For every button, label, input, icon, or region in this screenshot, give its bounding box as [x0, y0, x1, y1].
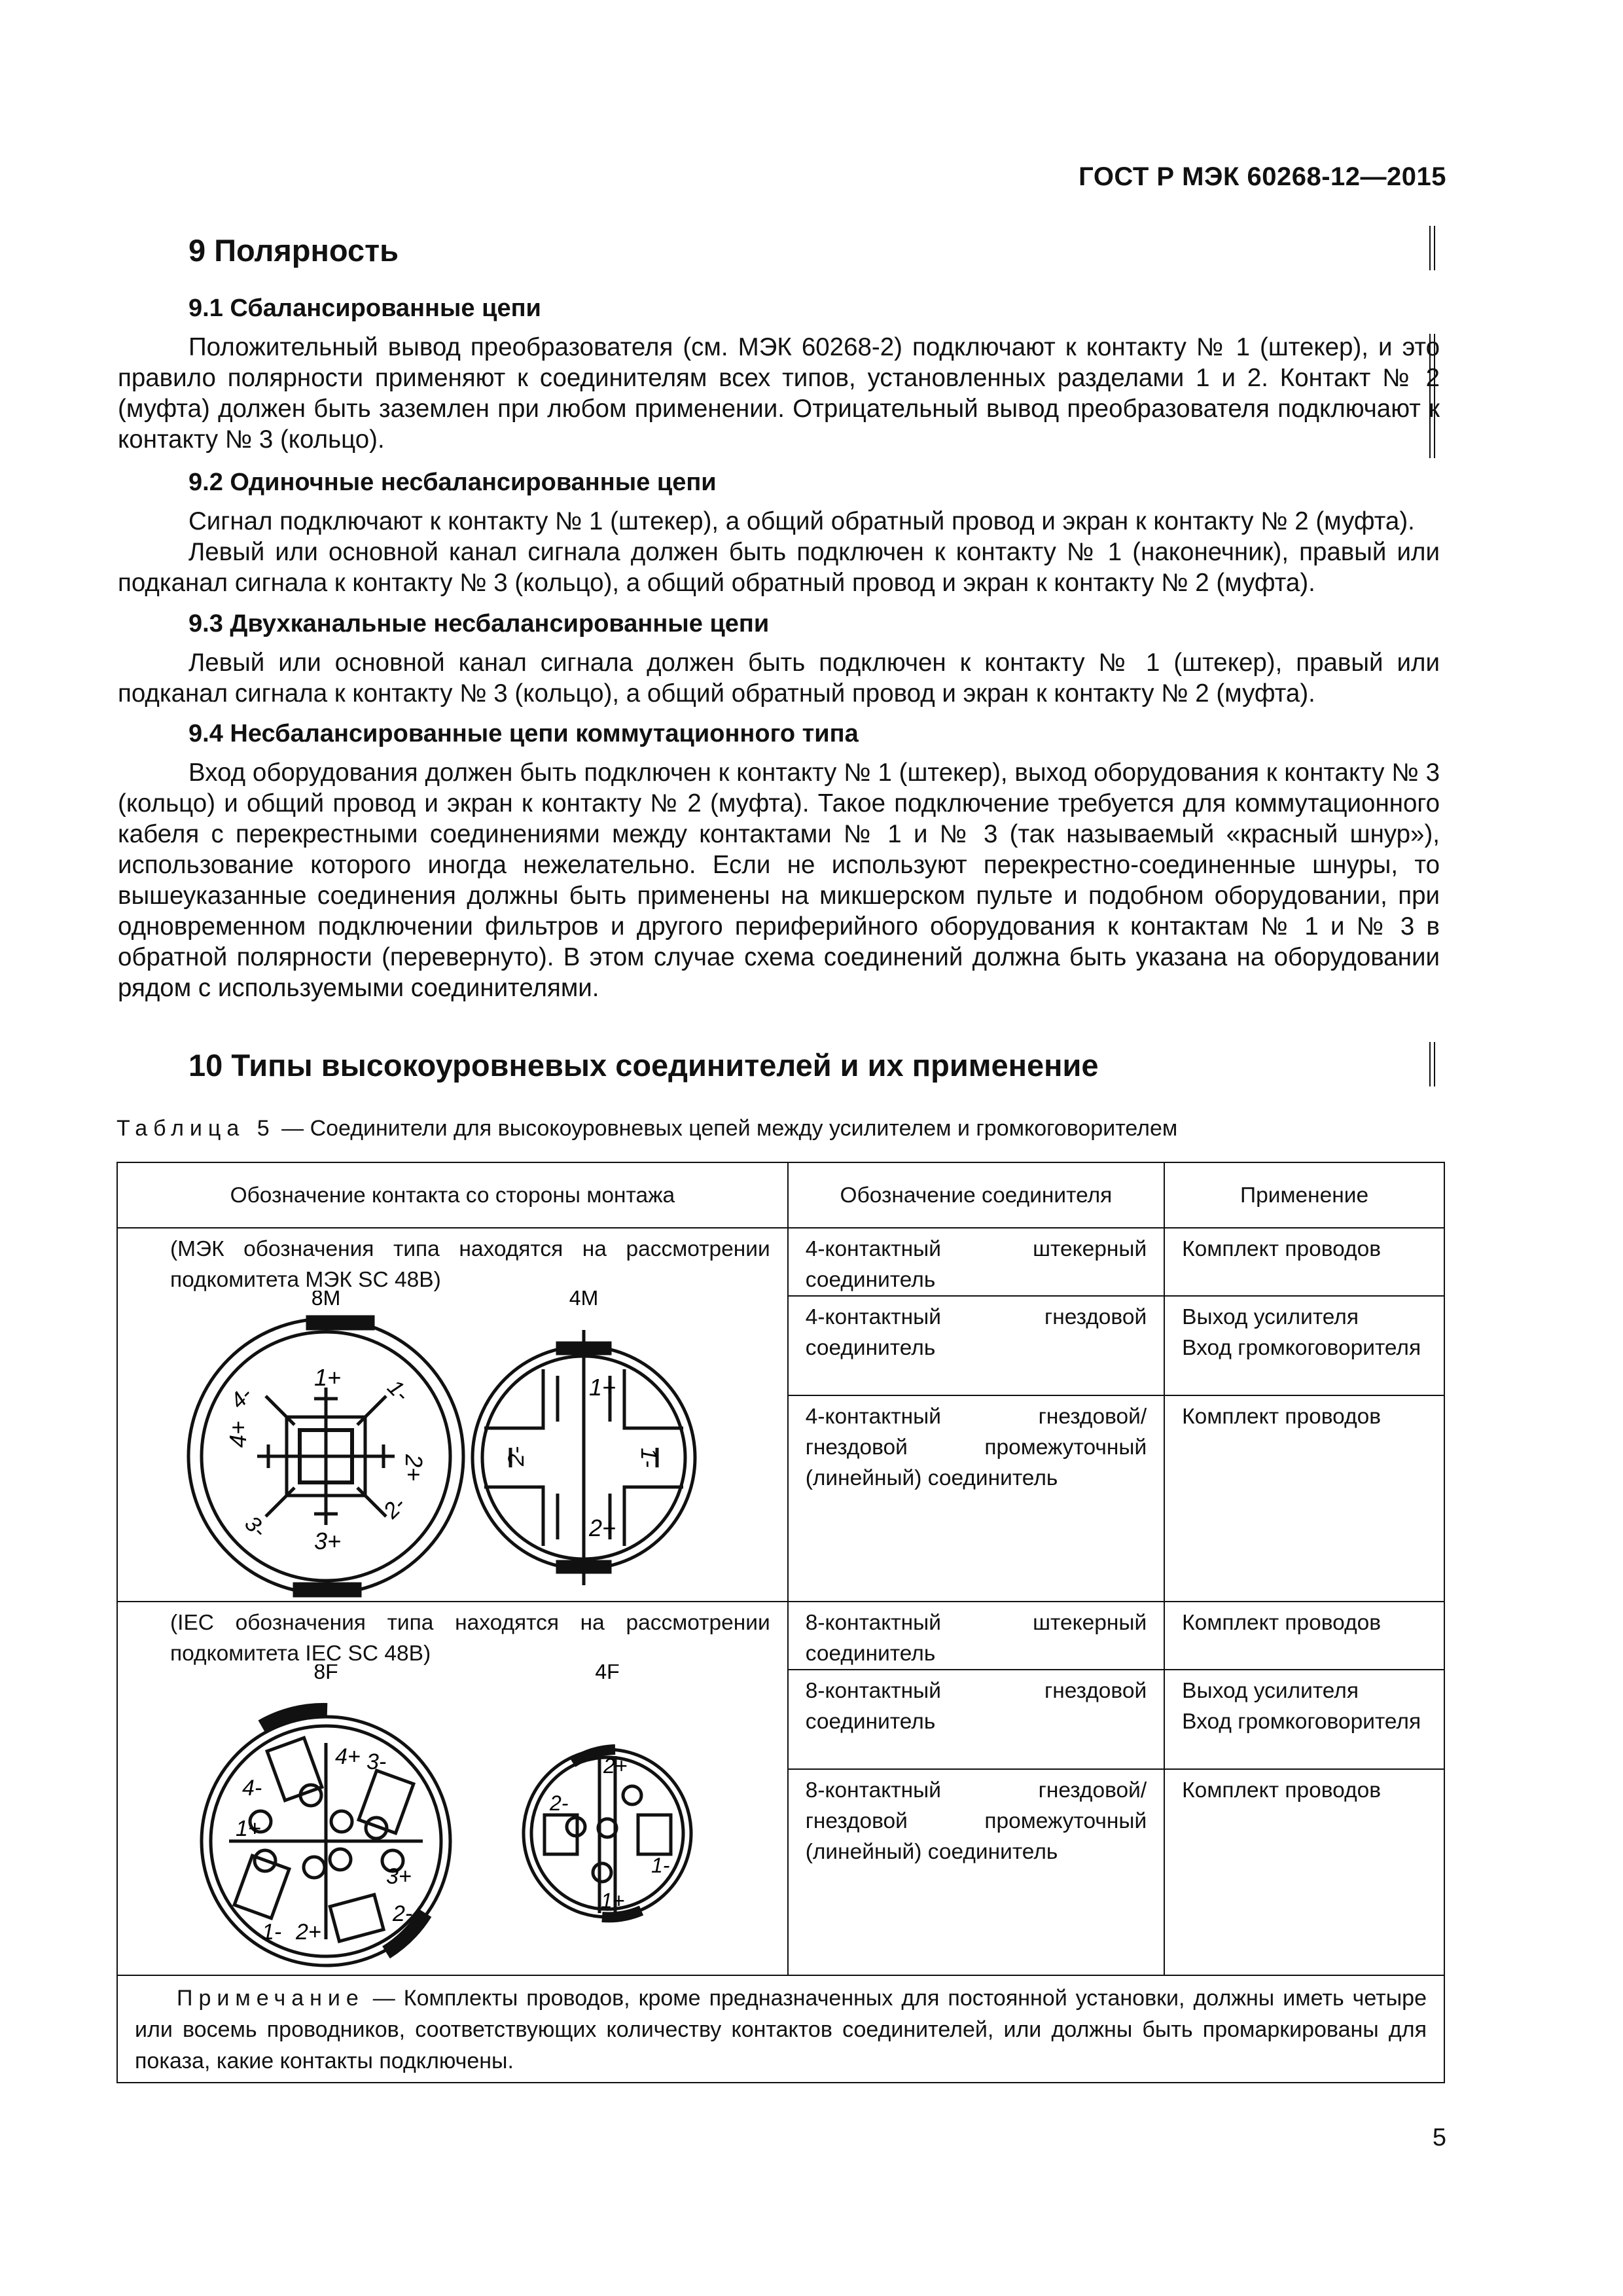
column-header: Обозначение контакта со стороны монтажа: [117, 1162, 788, 1228]
section-9-3-title: 9.3 Двухканальные несбалансированные цепи: [188, 610, 770, 637]
svg-text:3+: 3+: [386, 1864, 412, 1889]
table-header-row: [117, 1162, 1444, 1228]
group-note: (МЭК обозначения типа находятся на рассмотрении подкомитета МЭК SC 48B): [170, 1237, 770, 1292]
section-10-title: 10 Типы высокоуровневых соединителей и их применение: [188, 1048, 1099, 1083]
svg-text:3-: 3-: [366, 1749, 387, 1774]
svg-text:2-: 2-: [393, 1901, 413, 1926]
svg-text:4-: 4-: [242, 1776, 262, 1801]
application-cell: Выход усилителя Вход громкоговорителя: [1164, 1296, 1444, 1395]
figure-cell-8pin: [117, 1602, 788, 1975]
figure-cell-4pin: [117, 1228, 788, 1602]
connector-table: [116, 1162, 1445, 2083]
label-4f: 4F: [595, 1664, 620, 1683]
svg-text:2+: 2+: [589, 1515, 616, 1541]
application-cell: Комплект проводов: [1164, 1228, 1444, 1296]
svg-text:1+: 1+: [314, 1364, 342, 1391]
section-9-4-title: 9.4 Несбалансированные цепи коммутационного типа: [188, 720, 859, 747]
svg-text:1-: 1-: [382, 1374, 414, 1407]
svg-text:1-: 1-: [651, 1854, 670, 1877]
svg-text:3+: 3+: [314, 1528, 342, 1554]
section-9-1-title: 9.1 Сбалансированные цепи: [188, 295, 541, 322]
svg-text:2-: 2-: [550, 1791, 569, 1815]
table-row: [117, 1602, 1444, 1670]
section-9-1-text: Положительный вывод преобразователя (см. МЭК 60268-2) подключают к контакту № 1 (штекер), и это правило полярности применяют к соединителям всех типов, установленных разделами 1 и 2. Контакт № 2 (муфта) должен быть заземлен при любом применении. Отрицательный вывод преобразователя подключают к контакту № 3 (кольцо).: [118, 333, 1440, 454]
table-note-row: [117, 1975, 1444, 2083]
connector-cell: 8-контактный гнездовой/гнездовой промежуточный (линейный) соединитель: [788, 1769, 1164, 1975]
svg-text:2+: 2+: [296, 1920, 321, 1945]
application-cell: Комплект проводов: [1164, 1395, 1444, 1602]
column-header: Обозначение соединителя: [788, 1162, 1164, 1228]
connector-diagram-8f-4f: [118, 1664, 789, 1972]
connector-cell: 4-контактный штекерный соединитель: [788, 1228, 1164, 1296]
application-cell: Выход усилителя Вход громкоговорителя: [1164, 1670, 1444, 1769]
svg-text:1+: 1+: [236, 1816, 261, 1841]
svg-text:3-: 3-: [240, 1511, 272, 1543]
column-header: Применение: [1164, 1162, 1444, 1228]
section-9-2-text-2: Левый или основной канал сигнала должен быть подключен к контакту № 1 (наконечник), правый или подканал сигнала к контакту № 3 (кольцо), а общий обратный провод и экран к контакту № 2 (муфта).: [118, 538, 1440, 597]
application-cell: Комплект проводов: [1164, 1602, 1444, 1670]
svg-text:1-: 1-: [636, 1448, 661, 1468]
label-4m: 4M: [569, 1291, 599, 1310]
label-8m: 8M: [311, 1291, 341, 1310]
connector-cell: 4-контактный гнездовой/гнездовой промежуточный (линейный) соединитель: [788, 1395, 1164, 1602]
section-9-title: 9 Полярность: [188, 233, 399, 268]
svg-text:4-: 4-: [225, 1382, 257, 1414]
page-number: 5: [1432, 2124, 1446, 2151]
svg-text:1+: 1+: [589, 1374, 616, 1401]
section-9-4-text: Вход оборудования должен быть подключен к контакту № 1 (штекер), выход оборудования к контакту № 3 (кольцо) и общий провод и экран к контакту № 2 (муфта). Такое подключение требуется для коммутационного кабеля с перекрестными соединениями между контактами № 1 и № 3 (так называемый «красный шнур»), использование которого иногда нежелательно. Если не используют перекрестно-соединенные шнуры, то вышеуказанные соединения должны быть применены на микшерском пульте и подобном оборудовании, при одновременном подключении фильтров и другого периферийного оборудования к контактам № 1 и № 3 в обратной полярности (перевернуто). В этом случае схема соединений должна быть указана на оборудовании рядом с используемыми соединителями.: [118, 759, 1440, 1002]
change-bar: [1429, 334, 1435, 458]
svg-text:4+: 4+: [224, 1420, 251, 1448]
application-cell: Комплект проводов: [1164, 1769, 1444, 1975]
svg-text:2+: 2+: [603, 1754, 628, 1778]
section-9-2-title: 9.2 Одиночные несбалансированные цепи: [188, 469, 717, 496]
table-note: Примечание — Комплекты проводов, кроме предназначенных для постоянной установки, должны иметь четыре или восемь проводников, соответствующих количеству контактов соединителей, или должны быть промаркированы для показа, какие контакты подключены.: [117, 1975, 1444, 2083]
svg-text:2-: 2-: [378, 1492, 411, 1524]
svg-text:2+: 2+: [401, 1454, 427, 1482]
document-header: ГОСТ Р МЭК 60268-12—2015: [1079, 162, 1446, 191]
section-9-3-text: Левый или основной канал сигнала должен быть подключен к контакту № 1 (штекер), правый или подканал сигнала к контакту № 3 (кольцо), а общий обратный провод и экран к контакту № 2 (муфта).: [118, 649, 1440, 708]
svg-text:2-: 2-: [504, 1446, 529, 1466]
svg-text:4+: 4+: [335, 1744, 361, 1769]
connector-cell: 8-контактный гнездовой соединитель: [788, 1670, 1164, 1769]
svg-text:1+: 1+: [601, 1889, 625, 1912]
group-note: (IEC обозначения типа находятся на рассмотрении подкомитета IEC SC 48B): [170, 1611, 770, 1666]
section-9-2-text-1: Сигнал подключают к контакту № 1 (штекер), а общий обратный провод и экран к контакту № 2 (муфта).: [188, 507, 1415, 535]
label-8f: 8F: [313, 1664, 338, 1683]
table-row: [117, 1228, 1444, 1296]
connector-diagram-8m-4m: [118, 1291, 789, 1598]
table-caption: Таблица 5 — Соединители для высокоуровневых цепей между усилителем и громкоговорителем: [116, 1116, 1178, 1141]
change-bar: [1429, 226, 1435, 270]
connector-cell: 4-контактный гнездовой соединитель: [788, 1296, 1164, 1395]
svg-text:1-: 1-: [262, 1920, 282, 1945]
change-bar: [1429, 1042, 1435, 1086]
connector-cell: 8-контактный штекерный соединитель: [788, 1602, 1164, 1670]
